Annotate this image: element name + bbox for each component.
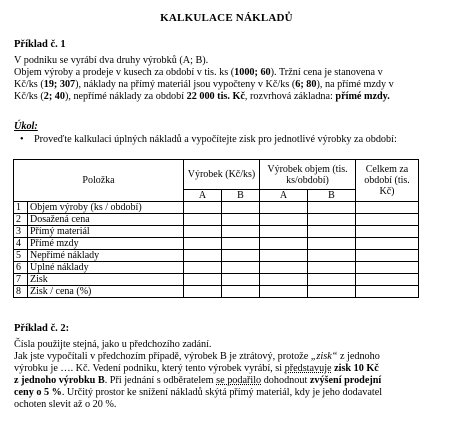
header-item: Položka [14, 160, 184, 202]
cell [356, 262, 419, 274]
wage-values: 2; 40 [43, 91, 65, 102]
table-row [14, 262, 419, 274]
text: , rozvrhová základna: [244, 91, 336, 102]
text: ), nepřímé náklady za období [64, 91, 187, 102]
row-number: 6 [14, 262, 28, 274]
price-values: 19; 307 [43, 79, 76, 90]
text: výrobku je …. Kč. Vedení podniku, který tento výrobek vyrábí, si [14, 363, 285, 374]
row-number: 1 [14, 202, 28, 214]
example2-line3 [14, 363, 442, 375]
cell [356, 286, 419, 298]
page-title: KALKULACE NÁKLADŮ [160, 12, 293, 24]
cell [184, 274, 222, 286]
text: dohodnout [261, 375, 310, 386]
text: Kč/ks ( [14, 91, 44, 102]
cell [308, 286, 356, 298]
row-number: 8 [14, 286, 28, 298]
calculation-table [13, 159, 419, 298]
cell [308, 238, 356, 250]
table-row [14, 214, 419, 226]
cell [222, 286, 260, 298]
text: ). Tržní cena je stanovena v [270, 67, 383, 78]
row-label: Objem výroby (ks / období) [28, 202, 184, 214]
row-number: 4 [14, 238, 28, 250]
task-text: Proveďte kalkulaci úplných nákladů a vypočítejte zisk pro jednotlivé výrobky za období: [34, 134, 397, 145]
row-label: Přímé mzdy [28, 238, 184, 250]
cell [222, 226, 260, 238]
cell [260, 238, 308, 250]
cell [222, 214, 260, 226]
cell [222, 202, 260, 214]
table-row [14, 226, 419, 238]
cell [260, 274, 308, 286]
header-product: Výrobek (Kč/ks) [184, 160, 260, 190]
text: z jednoho [337, 351, 380, 362]
cell [184, 202, 222, 214]
cell [184, 238, 222, 250]
subheader-b: B [222, 190, 260, 202]
table-row [14, 202, 419, 214]
table-row [14, 274, 419, 286]
example1-line4 [14, 91, 442, 103]
cell [260, 286, 308, 298]
cell [184, 214, 222, 226]
cell [260, 214, 308, 226]
text: se podařilo [216, 375, 262, 386]
example2-line5 [14, 387, 442, 399]
cell [222, 262, 260, 274]
cell [356, 250, 419, 262]
example1-text [14, 55, 442, 103]
text: ), na přímé mzdy v [316, 79, 394, 90]
example2-heading: Příklad č. 2: [14, 323, 70, 334]
cell [308, 262, 356, 274]
text: ), náklady na přímý materiál jsou vypočteny v Kč/ks ( [75, 79, 296, 90]
cell [308, 226, 356, 238]
cell [260, 202, 308, 214]
cell [260, 226, 308, 238]
cell [222, 250, 260, 262]
cell [184, 226, 222, 238]
example1-line2 [14, 67, 442, 79]
cell [308, 214, 356, 226]
text: představuje [284, 363, 332, 374]
example2-line2 [14, 351, 442, 363]
cell [184, 286, 222, 298]
row-label: Dosažená cena [28, 214, 184, 226]
cell [184, 250, 222, 262]
subheader-a: A [184, 190, 222, 202]
example1-heading: Příklad č. 1 [14, 39, 66, 50]
cell [308, 250, 356, 262]
material-values: 6; 80 [295, 79, 317, 90]
text: . Při jednání s odběratelem [104, 375, 217, 386]
bullet-icon: • [20, 134, 24, 145]
zisk-quote: „zisk“ [310, 351, 338, 362]
cell [222, 238, 260, 250]
example2-line6: ochoten slevit až o 20 %. [14, 399, 117, 410]
cell [260, 250, 308, 262]
cell [356, 238, 419, 250]
row-number: 3 [14, 226, 28, 238]
example1-line1: V podniku se vyrábí dva druhy výrobků (A; B). [14, 55, 209, 66]
table-row [14, 250, 419, 262]
target-profit: zisk 10 Kč [331, 363, 379, 374]
cell [356, 214, 419, 226]
target-profit: z jednoho výrobku B [14, 375, 105, 386]
task-label: Úkol: [14, 121, 38, 132]
row-number: 5 [14, 250, 28, 262]
text: Jak jste vypočítali v předchozím případě, výrobek B je ztrátový, protože [14, 351, 311, 362]
example1-line3 [14, 79, 442, 91]
row-label: Úplné náklady [28, 262, 184, 274]
price-increase: ceny o 5 % [14, 387, 62, 398]
subheader-b: B [308, 190, 356, 202]
row-label: Zisk / cena (%) [28, 286, 184, 298]
row-number: 7 [14, 274, 28, 286]
subheader-a: A [260, 190, 308, 202]
cell [356, 274, 419, 286]
text: . Určitý prostor ke snížení nákladů skýtá přímý materiál, kdy je jeho dodavatel [61, 387, 383, 398]
header-total: Celkem za období (tis. Kč) [356, 160, 419, 202]
cell [260, 262, 308, 274]
allocation-base: přímé mzdy. [335, 91, 390, 102]
cell [356, 226, 419, 238]
price-increase: zvýšení prodejní [309, 375, 382, 386]
overhead-value: 22 000 tis. Kč [186, 91, 245, 102]
example2-line1: Čísla použijte stejná, jako u předchozího zadání. [14, 339, 212, 350]
row-label: Zisk [28, 274, 184, 286]
cell [222, 274, 260, 286]
text: Objem výroby a prodeje v kusech za období v tis. ks ( [14, 67, 235, 78]
table-row [14, 238, 419, 250]
header-volume: Výrobek objem (tis. ks/období) [260, 160, 356, 190]
volume-values: 1000; 60 [234, 67, 271, 78]
row-label: Nepřímé náklady [28, 250, 184, 262]
cell [308, 274, 356, 286]
cell [184, 262, 222, 274]
table-row [14, 286, 419, 298]
cell [308, 202, 356, 214]
example2-text [14, 339, 442, 411]
text: Kč/ks ( [14, 79, 44, 90]
row-number: 2 [14, 214, 28, 226]
example2-line4 [14, 375, 442, 387]
row-label: Přímý materiál [28, 226, 184, 238]
cell [356, 202, 419, 214]
